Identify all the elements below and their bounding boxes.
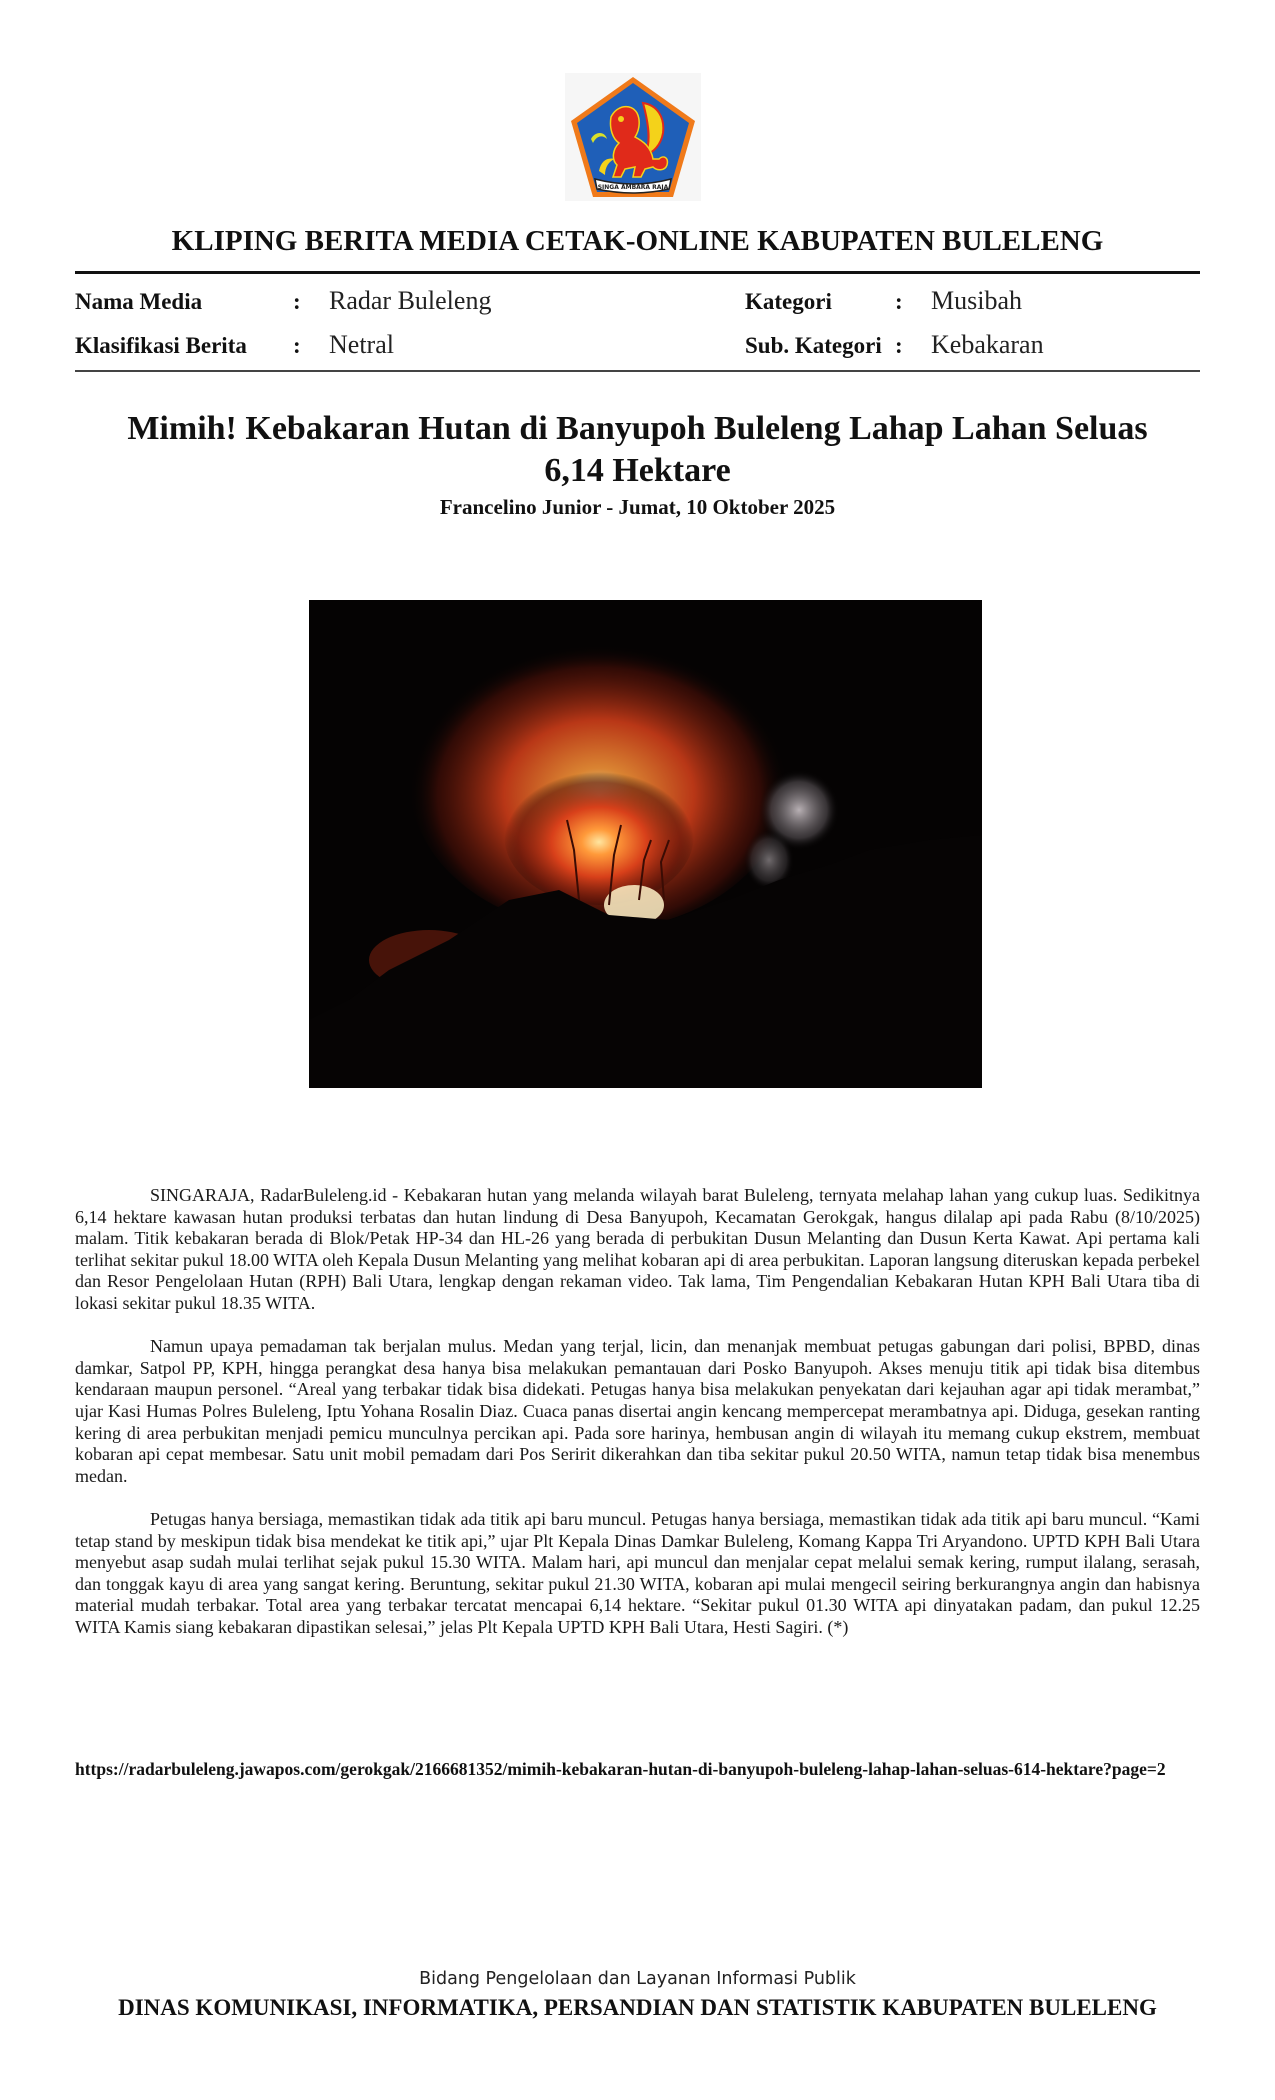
header-divider-bottom: [75, 370, 1200, 372]
article-headline: Mimih! Kebakaran Hutan di Banyupoh Buleleng Lahap Lahan Seluas 6,14 Hektare: [127, 410, 1148, 489]
header-divider-top: [75, 271, 1200, 274]
logo-motto: SINGA AMBARA RAJA: [597, 184, 669, 191]
subcategory-value: Kebakaran: [931, 330, 1044, 359]
footer-agency: DINAS KOMUNIKASI, INFORMATIKA, PERSANDIAN DAN STATISTIK KABUPATEN BULELENG: [118, 1995, 1157, 2020]
media-label: Nama Media: [75, 289, 203, 314]
media-colon: :: [293, 289, 301, 314]
article-byline: Francelino Junior - Jumat, 10 Oktober 2025: [439, 495, 836, 519]
meta-table: [75, 279, 1200, 367]
category-label: Kategori: [745, 289, 832, 314]
article-photo: [309, 600, 982, 1088]
forest-fire-photo: [309, 600, 982, 1088]
article-header: [100, 408, 1175, 520]
classification-field: [75, 330, 715, 360]
subcategory-colon: :: [895, 333, 903, 358]
classification-value: Netral: [329, 330, 394, 359]
regency-logo: [565, 73, 701, 201]
article-body: [75, 1185, 1200, 1660]
classification-label: Klasifikasi Berita: [75, 333, 247, 358]
meta-row: [75, 279, 1200, 323]
category-value: Musibah: [931, 286, 1022, 315]
media-value: Radar Buleleng: [329, 286, 492, 315]
subcategory-field: [745, 330, 1200, 360]
source-link[interactable]: https://radarbuleleng.jawapos.com/gerokgak/2166681352/mimih-kebakaran-hutan-di-banyupoh-buleleng-lahap-lahan-seluas-614-hektare?page=2: [75, 1759, 1166, 1779]
crest-icon: [565, 73, 701, 201]
document-title: KLIPING BERITA MEDIA CETAK-ONLINE KABUPATEN BULELENG: [171, 225, 1104, 257]
subcategory-label: Sub. Kategori: [745, 333, 882, 358]
category-field: [745, 286, 1200, 316]
category-colon: :: [895, 289, 903, 314]
footer-department: Bidang Pengelolaan dan Layanan Informasi Publik: [419, 1969, 856, 1989]
article-paragraph: SINGARAJA, RadarBuleleng.id - Kebakaran hutan yang melanda wilayah barat Buleleng, ternyata melahap lahan yang cukup luas. Sedikitnya 6,14 hektare kawasan hutan produksi terbatas dan hutan lindung di Desa Banyupoh, Kecamatan Gerokgak, hangus dilalap api pada Rabu (8/10/2025) malam. Titik kebakaran berada di Blok/Petak HP-34 dan HL-26 yang berada di perbukitan Dusun Melanting dan Dusun Kerta Kawat. Api pertama kali terlihat sekitar pukul 18.00 WITA oleh Kepala Dusun Melanting yang melihat kobaran api di area perbukitan. Laporan langsung diteruskan kepada perbekel dan Resor Pengelolaan Hutan (RPH) Bali Utara, lengkap dengan rekaman video. Tak lama, Tim Pengendalian Kebakaran Hutan KPH Bali Utara tiba di lokasi sekitar pukul 18.35 WITA.: [75, 1185, 1200, 1313]
media-field: [75, 286, 715, 316]
meta-row: [75, 323, 1200, 367]
article-paragraph: Petugas hanya bersiaga, memastikan tidak ada titik api baru muncul. Petugas hanya bersiaga, memastikan tidak ada titik api baru muncul. “Kami tetap stand by meskipun tidak bisa mendekat ke titik api,” ujar Plt Kepala Dinas Damkar Buleleng, Komang Kappa Tri Aryandono. UPTD KPH Bali Utara menyebut asap sudah mulai terlihat sejak pukul 15.30 WITA. Malam hari, api muncul dan menjalar cepat melalui semak kering, rumput ilalang, serasah, dan tonggak kayu di area yang sangat kering. Beruntung, sekitar pukul 21.30 WITA, kobaran api mulai mengecil seiring berkurangnya angin dan habisnya material mudah terbakar. Total area yang terbakar tercatat mencapai 6,14 hektare. “Sekitar pukul 01.30 WITA api dinyatakan padam, dan pukul 12.25 WITA Kamis siang kebakaran dipastikan selesai,” jelas Plt Kepala UPTD KPH Bali Utara, Hesti Sagiri. (*): [75, 1508, 1200, 1637]
article-paragraph: Namun upaya pemadaman tak berjalan mulus. Medan yang terjal, licin, dan menanjak membuat petugas gabungan dari polisi, BPBD, dinas damkar, Satpol PP, KPH, hingga perangkat desa hanya bisa melakukan pemantauan dari Posko Banyupoh. Akses menuju titik api tidak bisa ditembus kendaraan maupun personel. “Areal yang terbakar tidak bisa didekati. Petugas hanya bisa melakukan penyekatan dari kejauhan agar api tidak merambat,” ujar Kasi Humas Polres Buleleng, Iptu Yohana Rosalin Diaz. Cuaca panas disertai angin kencang mempercepat merambatnya api. Diduga, gesekan ranting kering di area perbukitan menjadi pemicu munculnya percikan api. Pada sore harinya, hembusan angin di wilayah itu memang cukup ekstrem, membuat kobaran api cepat membesar. Satu unit mobil pemadam dari Pos Seririt dikerahkan dan tiba sekitar pukul 20.50 WITA, namun tetap tidak bisa menembus medan.: [75, 1336, 1200, 1486]
classification-colon: :: [293, 333, 301, 358]
